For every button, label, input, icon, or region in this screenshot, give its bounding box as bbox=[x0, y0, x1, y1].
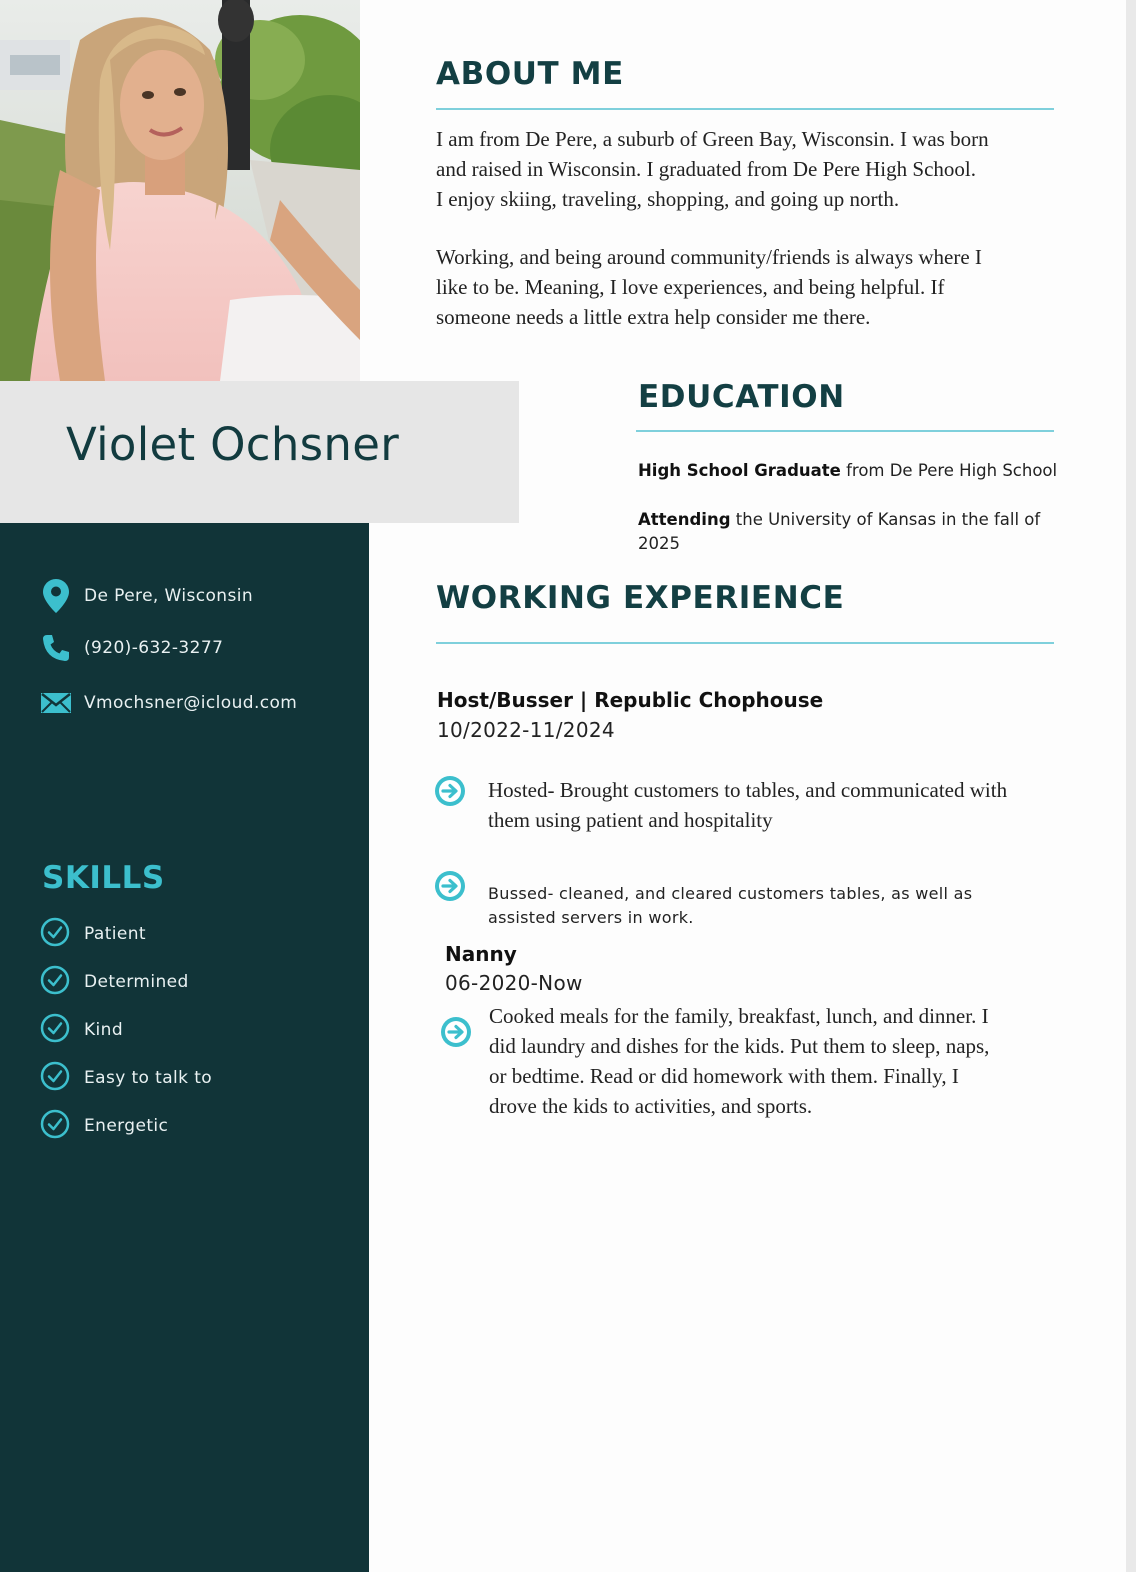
skills-title: SKILLS bbox=[42, 860, 165, 896]
job-bullet bbox=[488, 882, 1048, 930]
about-paragraph-2 bbox=[436, 242, 1056, 332]
about-paragraph-1 bbox=[436, 124, 1056, 214]
portrait-photo-icon bbox=[0, 0, 360, 381]
bullet-line: or bedtime. Read or did homework with them. Finally, I bbox=[489, 1064, 959, 1088]
education-degree: High School Graduate bbox=[638, 461, 841, 480]
about-line: someone needs a little extra help consider me there. bbox=[436, 305, 871, 329]
location-text: De Pere, Wisconsin bbox=[84, 586, 254, 606]
skill-item bbox=[40, 1062, 212, 1094]
arrow-circle-icon bbox=[435, 776, 465, 810]
experience-title: WORKING EXPERIENCE bbox=[436, 580, 845, 616]
skill-label: Kind bbox=[84, 1020, 124, 1040]
phone-text[interactable]: (920)-632-3277 bbox=[84, 638, 224, 658]
about-line: Working, and being around community/friends is always where I bbox=[436, 245, 982, 269]
skill-item bbox=[40, 966, 189, 998]
skill-item bbox=[40, 918, 146, 950]
about-line: I enjoy skiing, traveling, shopping, and going up north. bbox=[436, 187, 900, 211]
sidebar bbox=[0, 523, 369, 1572]
job-dates: 10/2022-11/2024 bbox=[437, 718, 615, 742]
bullet-line: Cooked meals for the family, breakfast, lunch, and dinner. I bbox=[489, 1004, 989, 1028]
phone-icon bbox=[40, 633, 72, 663]
arrow-circle-icon bbox=[435, 871, 465, 905]
bullet-line: assisted servers in work. bbox=[488, 908, 694, 927]
bullet-line: them using patient and hospitality bbox=[488, 808, 773, 832]
contact-email bbox=[40, 686, 297, 720]
skill-item bbox=[40, 1014, 123, 1046]
job-title: Host/Busser | Republic Chophouse bbox=[437, 688, 824, 712]
arrow-circle-icon bbox=[441, 1017, 471, 1051]
experience-divider bbox=[436, 642, 1054, 644]
bullet-line: drove the kids to activities, and sports. bbox=[489, 1094, 813, 1118]
education-entry-1 bbox=[638, 459, 1058, 483]
job-title: Nanny bbox=[445, 942, 517, 966]
about-divider bbox=[436, 108, 1054, 110]
skill-label: Easy to talk to bbox=[84, 1068, 213, 1088]
skill-label: Energetic bbox=[84, 1116, 169, 1136]
education-university: the University of Kansas in the fall of 2025 bbox=[638, 510, 1041, 553]
education-divider bbox=[636, 430, 1054, 432]
check-circle-icon bbox=[40, 1061, 70, 1095]
education-status: Attending bbox=[638, 510, 731, 529]
about-line: like to be. Meaning, I love experiences, and being helpful. If bbox=[436, 275, 945, 299]
job-bullet bbox=[488, 775, 1068, 835]
check-circle-icon bbox=[40, 1109, 70, 1143]
job-dates: 06-2020-Now bbox=[445, 971, 583, 995]
education-entry-2 bbox=[638, 508, 1058, 556]
skill-item bbox=[40, 1110, 168, 1142]
bullet-line: Bussed- cleaned, and cleared customers tables, as well as bbox=[488, 884, 973, 903]
education-title: EDUCATION bbox=[638, 379, 845, 415]
profile-photo bbox=[0, 0, 360, 381]
bullet-line: did laundry and dishes for the kids. Put them to sleep, naps, bbox=[489, 1034, 990, 1058]
job-bullet bbox=[489, 1001, 1069, 1121]
about-line: I am from De Pere, a suburb of Green Bay, Wisconsin. I was born bbox=[436, 127, 989, 151]
person-name: Violet Ochsner bbox=[66, 418, 399, 471]
check-circle-icon bbox=[40, 965, 70, 999]
skill-label: Determined bbox=[84, 972, 189, 992]
envelope-icon bbox=[40, 693, 72, 713]
check-circle-icon bbox=[40, 917, 70, 951]
contact-location bbox=[40, 579, 253, 613]
about-line: and raised in Wisconsin. I graduated from De Pere High School. bbox=[436, 157, 976, 181]
email-link[interactable]: Vmochsner@icloud.com bbox=[84, 693, 298, 713]
page-edge bbox=[1126, 0, 1136, 1572]
education-school: from De Pere High School bbox=[840, 461, 1058, 480]
contact-phone bbox=[40, 631, 223, 665]
about-title: ABOUT ME bbox=[436, 56, 624, 92]
map-pin-icon bbox=[40, 579, 72, 613]
bullet-line: Hosted- Brought customers to tables, and communicated with bbox=[488, 778, 1008, 802]
skill-label: Patient bbox=[84, 924, 146, 944]
check-circle-icon bbox=[40, 1013, 70, 1047]
